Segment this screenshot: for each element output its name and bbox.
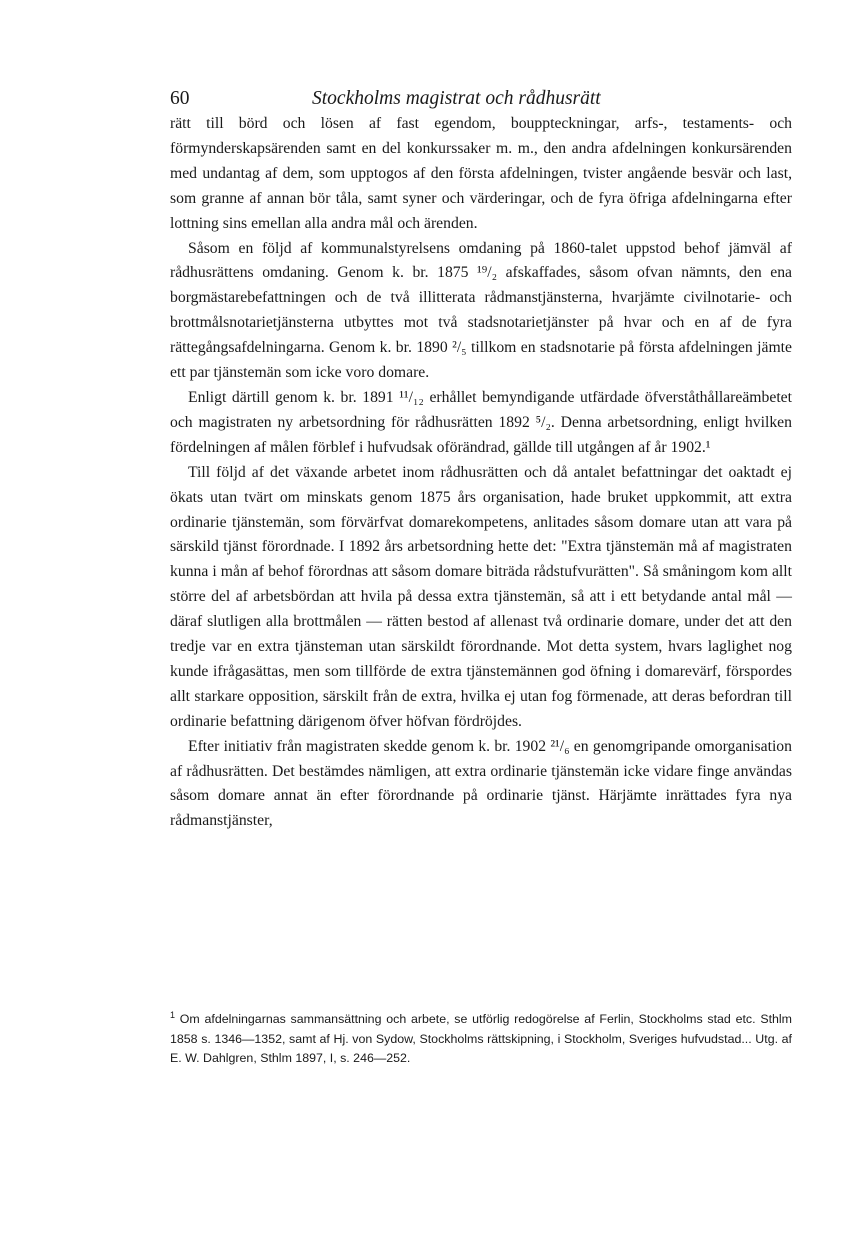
body-text [170, 112, 792, 834]
page-number: 60 [170, 88, 190, 109]
paragraph: Enligt därtill genom k. br. 1891 ¹¹/₁₂ erhållet bemyndigande utfärdade öfverståthållareämbetet och magistraten ny arbetsordning för rådhusrätten 1892 ⁵/₂. Denna arbetsordning, enligt hvilken fördelningen af målen förblef i hufvudsak oförändrad, gällde till utgången af år 1902.¹ [170, 388, 792, 456]
paragraph: Till följd af det växande arbetet inom rådhusrätten och då antalet befattningar det oaktadt ej ökats utan tvärt om minskats genom 1875 års organisation, hade bruket uppkommit, att extra ordinarie tjänstemän, som förvärfvat domarekompetens, anlitades såsom domare utan att vara på särskild tjänst förordnade. I 1892 års arbetsordning hette det: "Extra tjänstemän må af magistraten kunna i mån af behof förordnas att såsom domare biträda rådstufvurätten". Så småningom kom allt större del af arbetsbördan att hvila på dessa extra tjänstemän, så att i ett betydande antal mål — däraf slutligen alla brottmålen — rätten bestod af allenast två ordinarie domare, under det att den tredje var en extra tjänsteman utan särskildt förordnande. Mot detta system, hvars laglighet nog kunde ifrågasättas, men som tillförde de extra tjänstemännen god öfning i domarevärf, förspordes allt starkare opposition, särskilt från de extra, hvilka ej utan fog förmenade, att deras befordran till ordinarie befattning därigenom öfver höfvan fördröjdes. [170, 463, 792, 730]
footnote [170, 1010, 792, 1069]
footnote-mark: 1 [170, 1009, 176, 1020]
paragraph: rätt till börd och lösen af fast egendom, bouppteckningar, arfs-, testaments- och förmynderskapsärenden samt en del konkurssaker m. m., den andra afdelningen konkursärenden med undantag af dem, som upptogos af den första afdelningen, tvister angående besvär och last, som granne af annan bör tåla, samt syner och värderingar, och de fyra öfriga afdelningarna efter lottning sins emellan alla andra mål och ärenden. [170, 115, 792, 232]
paragraph: Såsom en följd af kommunalstyrelsens omdaning på 1860-talet uppstod behof jämväl af rådhusrättens omdaning. Genom k. br. 1875 ¹⁹/₂ afskaffades, såsom ofvan nämnts, den ena borgmästarebefattningen och de två illitterata rådmanstjänsterna, hvarjämte civilnotarie- och brottmålsnotarietjänsterna utbyttes mot två stadsnotarietjänster på hvar och en af de fyra rättegångsafdelningarna. Genom k. br. 1890 ²/₅ tillkom en stadsnotarie på första afdelningen jämte ett par tjänstemän som icke voro domare. [170, 239, 792, 382]
footnote-text: Om afdelningarnas sammansättning och arbete, se utförlig redogörelse af Ferlin, Stockholms stad etc. Sthlm 1858 s. 1346—1352, samt af Hj. von Sydow, Stockholms rättskipning, i Stockholm, Sveriges hufvudstad... Utg. af E. W. Dahlgren, Sthlm 1897, I, s. 246—252. [170, 1012, 792, 1066]
paragraph: Efter initiativ från magistraten skedde genom k. br. 1902 ²¹/₆ en genomgripande omorganisation af rådhusrätten. Det bestämdes nämligen, att extra ordinarie tjänstemän icke vidare finge användas såsom domare annat än efter förordnande på ordinarie tjänst. Härjämte inrättades fyra nya rådmanstjänster, [170, 737, 792, 830]
running-head [170, 84, 790, 114]
running-title: Stockholms magistrat och rådhusrätt [312, 88, 601, 109]
